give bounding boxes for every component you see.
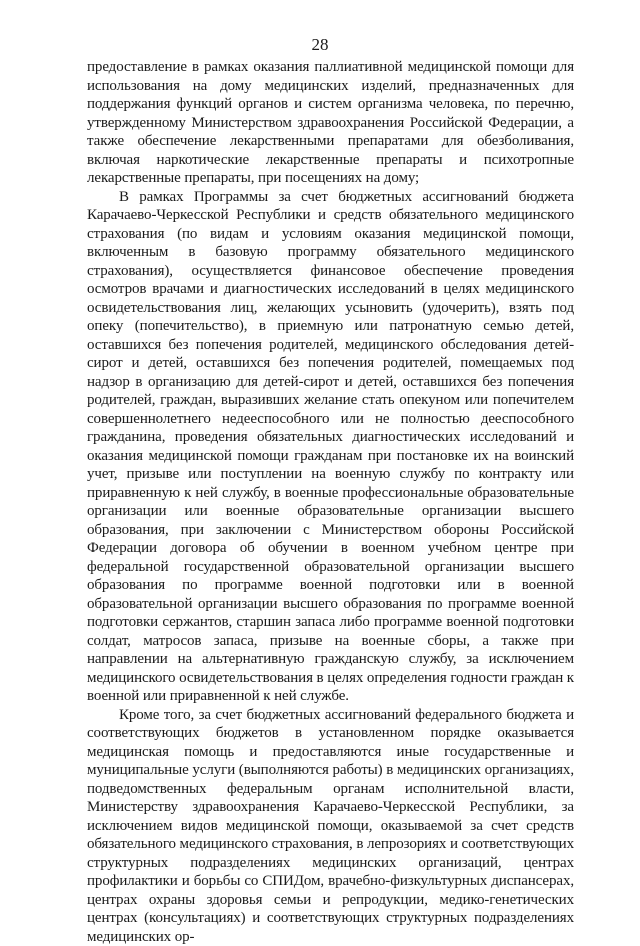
page-number: 28 xyxy=(0,35,640,55)
paragraph-program-financing: В рамках Программы за счет бюджетных ассигнований бюджета Карачаево-Черкесской Республики и средств обязательного медицинского страхования (по видам и условиям оказания медицинской помощи, включенным в базовую программу обязательного медицинского страхования), осуществляется финансовое обеспечение проведения осмотров врачами и диагностических исследований в целях медицинского освидетельствования лиц, желающих усыновить (удочерить), взять под опеку (попечительство), в приемную или патронатную семью детей, оставшихся без попечения родителей, медицинского обследования детей-сирот и детей, оставшихся без попечения родителей, помещаемых под надзор в организацию для детей-сирот и детей, оставшихся без попечения родителей, граждан, выразивших желание стать опекуном или попечителем совершеннолетнего недееспособного или не полностью дееспособного гражданина, проведения обязательных диагностических исследований и оказания медицинской помощи гражданам при постановке их на воинский учет, призыве или поступлении на военную службу по контракту или приравненную к ней службу, в военные профессиональные образовательные организации или военные образовательные организации высшего образования, при заключении с Министерством обороны Российской Федерации договора об обучении в военном учебном центре при федеральной государственной образовательной организации высшего образования по программе военной подготовки или в военной образовательной организации высшего образования по программе военной подготовки сержантов, старшин запаса либо программе военной подготовки солдат, матросов запаса, призыве на военные сборы, а также при направлении на альтернативную гражданскую службу, за исключением медицинского освидетельствования в целях определения годности граждан к военной или приравненной к ней службе. xyxy=(87,188,574,706)
document-body xyxy=(87,58,574,946)
paragraph-federal-budget: Кроме того, за счет бюджетных ассигнований федерального бюджета и соответствующих бюджетов в установленном порядке оказывается медицинская помощь и предоставляются иные государственные и муниципальные услуги (выполняются работы) в медицинских организациях, подведомственных федеральным органам исполнительной власти, Министерству здравоохранения Карачаево-Черкесской Республики, за исключением видов медицинской помощи, оказываемой за счет средств обязательного медицинского страхования, в лепрозориях и соответствующих структурных подразделениях медицинских организаций, центрах профилактики и борьбы со СПИДом, врачебно-физкультурных диспансерах, центрах охраны здоровья семьи и репродукции, медико-генетических центрах (консультациях) и соответствующих структурных подразделениях медицинских ор- xyxy=(87,706,574,946)
paragraph-continuation: предоставление в рамках оказания паллиативной медицинской помощи для использования на дому медицинских изделий, предназначенных для поддержания функций органов и систем организма человека, по перечню, утвержденному Министерством здравоохранения Российской Федерации, а также обеспечение лекарственными препаратами для обезболивания, включая наркотические лекарственные препараты и психотропные лекарственные препараты, при посещениях на дому; xyxy=(87,58,574,188)
